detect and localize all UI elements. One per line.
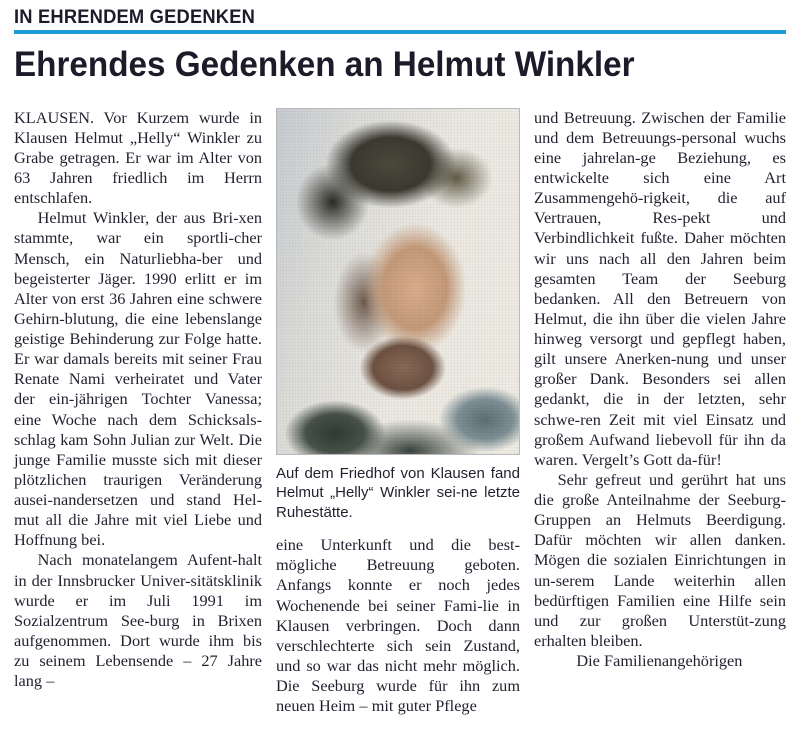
photo-caption: Auf dem Friedhof von Klausen fand Helmut „Helly“ Winkler sei-ne letzte Ruhestätte.: [276, 464, 520, 521]
page-title: Ehrendes Gedenken an Helmut Winkler: [14, 45, 635, 85]
section-kicker: IN EHRENDEM GEDENKEN: [14, 6, 256, 28]
paragraph: Sehr gefreut und gerührt hat uns die große Anteilnahme der Seeburg-Gruppen an Helmuts Beerdigung. Dafür möchten wir allen danken. Mögen die sozialen Einrichtungen in un-serem Lande weiterhin allen bedürftigen Familien eine Hilfe sein und zur großen Unterstüt-zung erhalten bleiben.: [534, 469, 786, 650]
paragraph: Nach monatelangem Aufent-halt in der Innsbrucker Univer-sitätsklinik wurde er im Juli 1991 im Sozialzentrum See-burg in Brixen aufgenommen. Dort wurde ihm bis zu seinem Lebensende – 27 Jahre lang –: [14, 550, 262, 691]
paragraph: eine Unterkunft und die best-mögliche Betreuung geboten. Anfangs konnte er noch jedes Wochenende bei seiner Fami-lie in Klausen verbringen. Doch dann verschlechterte sich sein Zustand, und so war das nicht mehr möglich. Die Seeburg wurde für ihn zum neuen Heim – mit guter Pflege: [276, 535, 520, 716]
kicker-rule: [14, 30, 786, 34]
article-column-1: [14, 108, 262, 692]
article-column-2-body: [276, 535, 520, 716]
signature: Die Familienangehörigen: [576, 651, 743, 671]
kicker-block: [14, 0, 786, 34]
photo-grain-overlay: [277, 109, 519, 454]
portrait-photo: [276, 108, 520, 455]
paragraph: Helmut Winkler, der aus Bri-xen stammte, war ein sportli-cher Mensch, ein Naturliebha-ber und begeisterter Jäger. 1990 erlitt er im Alter von erst 36 Jahren eine schwere Gehirn-blutung, die eine lebenslange geistige Behinderung zur Folge hatte. Er war damals bereits mit seiner Frau Renate Nami verheiratet und Vater der ein-jährigen Tochter Vanessa; eine Woche nach dem Schicksals-schlag kam Sohn Julian zur Welt. Die junge Familie musste sich mit dieser plötzlichen traurigen Veränderung ausei-nandersetzen und stand Hel-mut all die Jahre mit viel Liebe und Hoffnung bei.: [14, 208, 262, 550]
article-column-3: [534, 108, 786, 672]
article-columns: [14, 108, 786, 717]
paragraph: und Betreuung. Zwischen der Familie und dem Betreuungs-personal wuchs eine jahrelan-ge Beziehung, es entwickelte sich eine Art Zusammengehö-rigkeit, die auf Vertrauen, Res-pekt und Verbindlichkeit fußte. Daher möchten wir uns nach all den Jahren beim gesamten Team der Seeburg bedanken. All den Betreuern von Helmut, die ihn über die vielen Jahre hinweg versorgt und gepflegt haben, gilt unsere Anerken-nung und unser großer Dank. Besonders sei allen gedankt, die in der letzten, sehr schwe-ren Zeit mit viel Einsatz und großem Aufwand liebevoll für ihn da waren. Vergelt’s Gott da-für!: [534, 107, 786, 469]
paragraph: KLAUSEN. Vor Kurzem wurde in Klausen Helmut „Helly“ Winkler zu Grabe getragen. Er war im Alter von 63 Jahren friedlich im Herrn entschlafen.: [14, 107, 262, 208]
article-column-2: [276, 108, 520, 717]
